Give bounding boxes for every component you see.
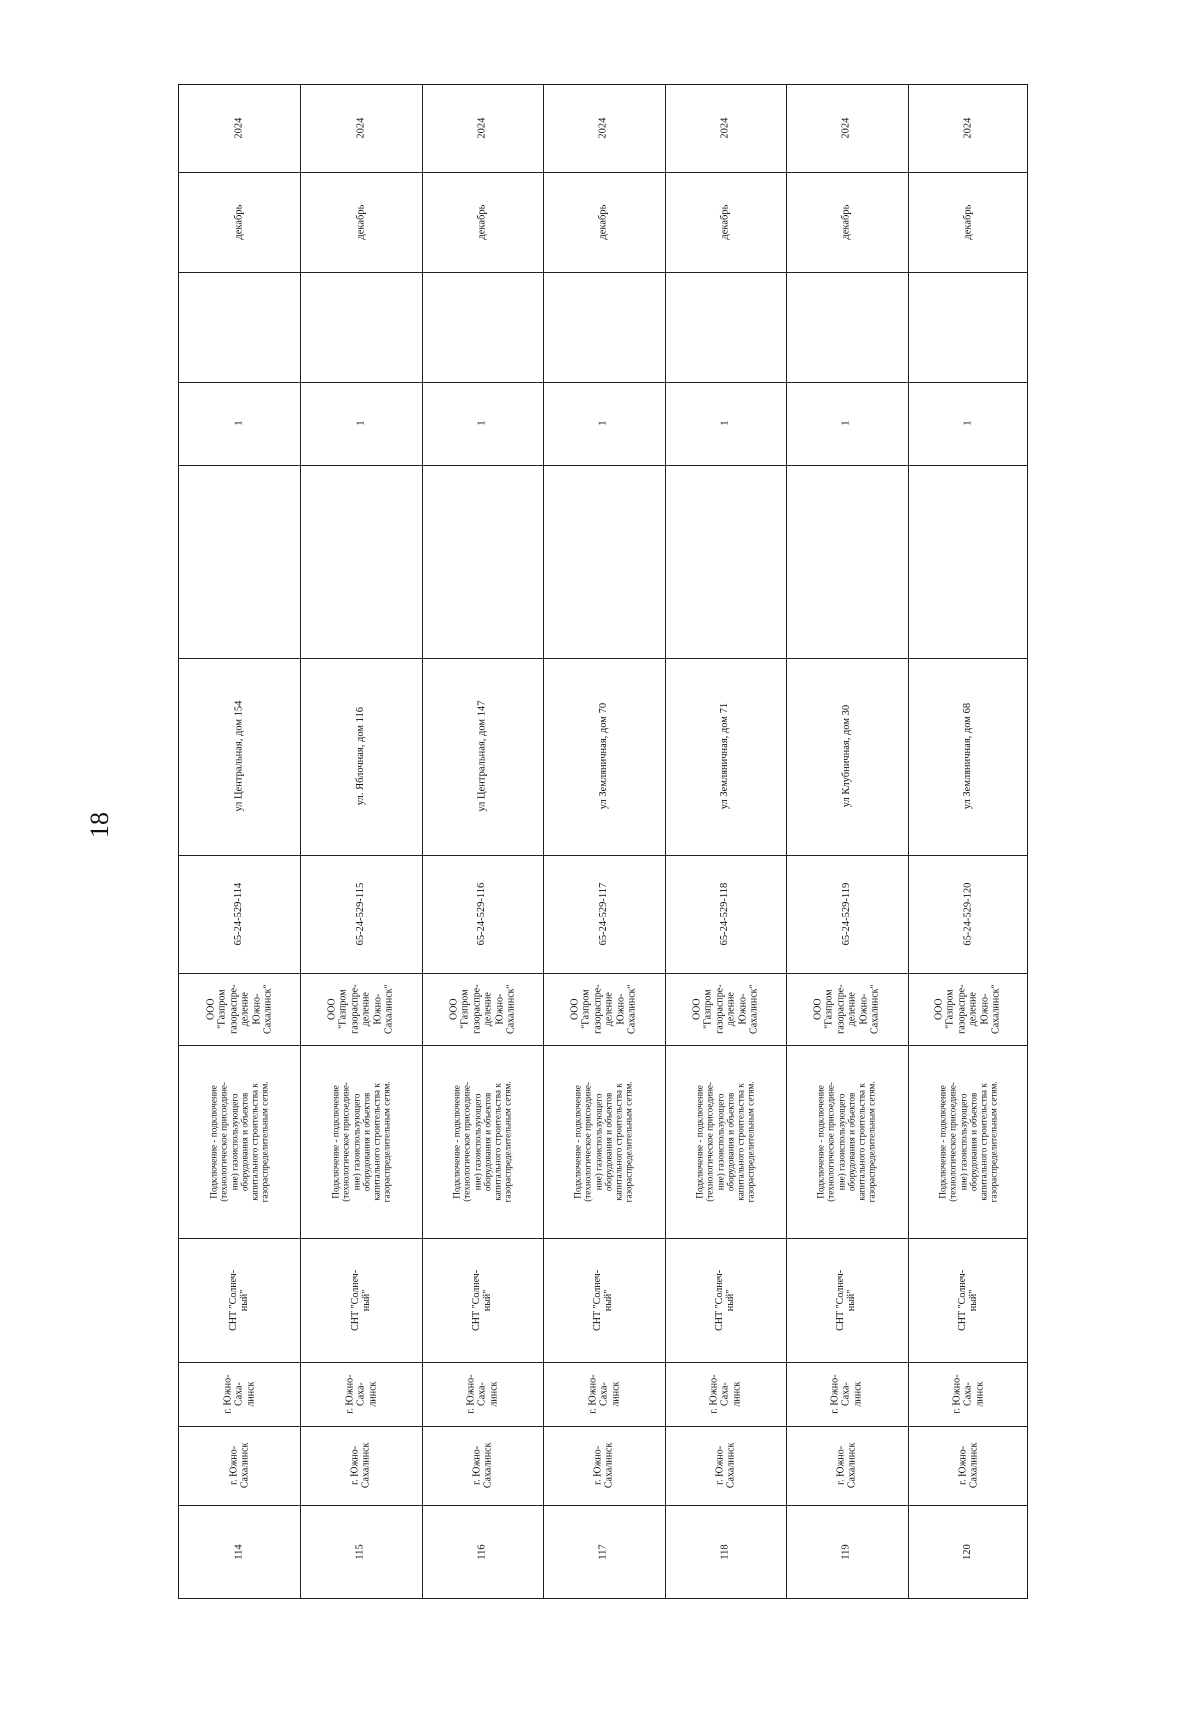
cell-text-district: г. Южно- Сахалинск [714, 1442, 737, 1489]
cell-text-qty: 1 [355, 420, 367, 427]
cell-empty1 [665, 465, 786, 658]
cell-empty2 [422, 272, 543, 382]
cell-place [179, 1238, 300, 1362]
cell-qty [786, 382, 907, 465]
cell-empty2 [179, 272, 300, 382]
cell-address [422, 658, 543, 855]
cell-text-settlement: г. Южно- Саха- линск [586, 1374, 621, 1414]
cell-text-address: ул Клубничная, дом 30 [840, 705, 852, 808]
cell-text-qty: 1 [597, 420, 609, 427]
cell-text-org: ООО "Газпром газораспре- деление Южно- Сахалинск" [205, 984, 274, 1034]
cell-text-no: 114 [233, 1544, 245, 1561]
cell-qty [908, 382, 1029, 465]
cell-month [179, 172, 300, 272]
cell-text-place: СНТ "Солнеч- ный" [714, 1269, 737, 1331]
cell-district [543, 1426, 664, 1505]
cell-place [422, 1238, 543, 1362]
cell-code [665, 855, 786, 973]
cell-address [665, 658, 786, 855]
cell-text-org: ООО "Газпром газораспре- деление Южно- Сахалинск" [934, 984, 1003, 1034]
cell-text-work: Подключение - подключение (технологическое присоедине- ние) газоиспользующего оборудования и объектов капитального строительства к газораспределительным сетям. [815, 1080, 878, 1203]
cell-text-district: г. Южно- Сахалинск [471, 1442, 494, 1489]
cell-no [543, 1505, 664, 1600]
cell-text-year: 2024 [476, 117, 488, 139]
cell-text-month: декабрь [476, 204, 488, 240]
cell-empty1 [179, 465, 300, 658]
cell-year [422, 85, 543, 172]
cell-empty1 [422, 465, 543, 658]
cell-text-code: 65-24-529-120 [962, 882, 974, 946]
cell-text-address: ул. Яблочная, дом 116 [355, 707, 367, 806]
cell-text-qty: 1 [719, 420, 731, 427]
cell-place [543, 1238, 664, 1362]
cell-text-qty: 1 [476, 420, 488, 427]
page-number: 18 [85, 812, 114, 838]
cell-text-org: ООО "Газпром газораспре- деление Южно- Сахалинск" [569, 984, 638, 1034]
cell-district [300, 1426, 421, 1505]
cell-code [908, 855, 1029, 973]
cell-place [665, 1238, 786, 1362]
cell-text-settlement: г. Южно- Саха- линск [951, 1374, 985, 1414]
cell-empty1 [908, 465, 1029, 658]
cell-district [179, 1426, 300, 1505]
cell-qty [300, 382, 421, 465]
data-table [178, 84, 1028, 1599]
cell-no [786, 1505, 907, 1600]
cell-text-org: ООО "Газпром газораспре- деление Южно- Сахалинск" [448, 984, 517, 1034]
cell-text-year: 2024 [597, 117, 609, 139]
cell-settlement [422, 1362, 543, 1426]
cell-text-district: г. Южно- Сахалинск [592, 1442, 615, 1489]
cell-work [908, 1045, 1029, 1238]
cell-code [786, 855, 907, 973]
cell-text-no: 115 [355, 1544, 367, 1561]
cell-text-code: 65-24-529-119 [840, 882, 852, 946]
cell-org [665, 973, 786, 1045]
cell-text-address: ул Земляничная, дом 70 [597, 703, 609, 810]
cell-text-org: ООО "Газпром газораспре- деление Южно- Сахалинск" [812, 984, 881, 1034]
cell-text-month: декабрь [355, 204, 367, 240]
cell-year [908, 85, 1029, 172]
cell-empty1 [300, 465, 421, 658]
cell-text-work: Подключение - подключение (технологическое присоедине- ние) газоиспользующего оборудования и объектов капитального строительства к газораспределительным сетям. [208, 1080, 271, 1203]
cell-year [179, 85, 300, 172]
cell-text-year: 2024 [840, 117, 852, 139]
cell-empty2 [300, 272, 421, 382]
cell-address [179, 658, 300, 855]
cell-text-code: 65-24-529-115 [355, 882, 367, 946]
cell-code [422, 855, 543, 973]
cell-text-month: декабрь [962, 204, 974, 240]
cell-org [300, 973, 421, 1045]
cell-month [543, 172, 664, 272]
cell-text-settlement: г. Южно- Саха- линск [344, 1374, 378, 1414]
cell-org [179, 973, 300, 1045]
cell-text-address: ул Земляничная, дом 71 [719, 703, 731, 810]
cell-text-place: СНТ "Солнеч- ный" [835, 1269, 858, 1331]
cell-text-no: 120 [962, 1544, 974, 1561]
cell-qty [179, 382, 300, 465]
cell-year [543, 85, 664, 172]
cell-text-work: Подключение - подключение (технологическое присоедине- ние) газоиспользующего оборудования и объектов капитального строительства к газораспределительным сетям. [573, 1080, 635, 1203]
cell-month [786, 172, 907, 272]
cell-district [908, 1426, 1029, 1505]
cell-work [543, 1045, 664, 1238]
cell-work [786, 1045, 907, 1238]
cell-work [422, 1045, 543, 1238]
cell-place [786, 1238, 907, 1362]
cell-settlement [786, 1362, 907, 1426]
cell-qty [543, 382, 664, 465]
cell-text-work: Подключение - подключение (технологическое присоедине- ние) газоиспользующего оборудования и объектов капитального строительства к газораспределительным сетям. [451, 1080, 514, 1203]
cell-text-settlement: г. Южно- Саха- линск [465, 1374, 500, 1414]
cell-text-address: ул Центральная, дом 154 [233, 700, 245, 813]
cell-code [300, 855, 421, 973]
cell-text-org: ООО "Газпром газораспре- деление Южно- Сахалинск" [326, 984, 395, 1034]
cell-empty2 [543, 272, 664, 382]
cell-place [300, 1238, 421, 1362]
cell-text-address: ул Земляничная, дом 68 [962, 703, 974, 810]
cell-text-place: СНТ "Солнеч- ный" [349, 1269, 373, 1331]
cell-text-year: 2024 [355, 117, 367, 139]
cell-qty [665, 382, 786, 465]
cell-district [786, 1426, 907, 1505]
cell-org [422, 973, 543, 1045]
cell-empty2 [908, 272, 1029, 382]
cell-text-qty: 1 [840, 420, 852, 427]
cell-empty1 [543, 465, 664, 658]
cell-text-code: 65-24-529-118 [719, 882, 731, 946]
cell-text-work: Подключение - подключение (технологическое присоедине- ние) газоиспользующего оборудования и объектов капитального строительства к газораспределительным сетям. [330, 1080, 392, 1203]
cell-settlement [300, 1362, 421, 1426]
cell-text-district: г. Южно- Сахалинск [349, 1442, 373, 1489]
cell-settlement [543, 1362, 664, 1426]
cell-text-work: Подключение - подключение (технологическое присоедине- ние) газоиспользующего оборудования и объектов капитального строительства к газораспределительным сетям. [694, 1080, 756, 1203]
cell-text-org: ООО "Газпром газораспре- деление Южно- Сахалинск" [691, 984, 760, 1034]
cell-text-qty: 1 [233, 420, 245, 427]
cell-empty2 [665, 272, 786, 382]
cell-text-place: СНТ "Солнеч- ный" [592, 1269, 615, 1331]
cell-text-place: СНТ "Солнеч- ный" [956, 1269, 980, 1331]
cell-empty2 [786, 272, 907, 382]
cell-text-code: 65-24-529-116 [476, 882, 488, 946]
cell-place [908, 1238, 1029, 1362]
cell-settlement [908, 1362, 1029, 1426]
cell-no [179, 1505, 300, 1600]
cell-org [908, 973, 1029, 1045]
cell-text-month: декабрь [840, 204, 852, 240]
cell-text-district: г. Южно- Сахалинск [228, 1442, 251, 1489]
cell-year [665, 85, 786, 172]
cell-month [665, 172, 786, 272]
cell-text-address: ул Центральная, дом 147 [476, 700, 488, 813]
cell-text-district: г. Южно- Сахалинск [835, 1442, 858, 1489]
cell-text-place: СНТ "Солнеч- ный" [228, 1269, 251, 1331]
cell-work [665, 1045, 786, 1238]
cell-org [543, 973, 664, 1045]
cell-address [908, 658, 1029, 855]
cell-year [300, 85, 421, 172]
cell-text-month: декабрь [719, 204, 731, 240]
cell-address [300, 658, 421, 855]
cell-text-no: 118 [719, 1544, 731, 1561]
cell-text-code: 65-24-529-117 [597, 882, 609, 946]
cell-text-qty: 1 [962, 420, 974, 427]
cell-empty1 [786, 465, 907, 658]
cell-text-year: 2024 [719, 117, 731, 139]
cell-text-settlement: г. Южно- Саха- линск [829, 1374, 864, 1414]
cell-text-no: 117 [597, 1544, 609, 1561]
cell-month [908, 172, 1029, 272]
cell-text-year: 2024 [962, 117, 974, 139]
cell-code [179, 855, 300, 973]
cell-month [422, 172, 543, 272]
cell-text-no: 119 [840, 1544, 852, 1561]
cell-address [786, 658, 907, 855]
cell-text-month: декабрь [597, 204, 609, 240]
cell-no [908, 1505, 1029, 1600]
cell-work [179, 1045, 300, 1238]
cell-district [422, 1426, 543, 1505]
cell-address [543, 658, 664, 855]
cell-month [300, 172, 421, 272]
cell-text-settlement: г. Южно- Саха- линск [222, 1374, 257, 1414]
cell-settlement [665, 1362, 786, 1426]
cell-text-district: г. Южно- Сахалинск [956, 1442, 980, 1489]
cell-text-year: 2024 [233, 117, 245, 139]
cell-text-work: Подключение - подключение (технологическое присоедине- ние) газоиспользующего оборудования и объектов капитального строительства к газораспределительным сетям. [937, 1080, 999, 1203]
cell-text-code: 65-24-529-114 [233, 882, 245, 946]
cell-code [543, 855, 664, 973]
cell-text-place: СНТ "Солнеч- ный" [471, 1269, 494, 1331]
cell-no [665, 1505, 786, 1600]
cell-text-month: декабрь [233, 204, 245, 240]
cell-org [786, 973, 907, 1045]
cell-text-settlement: г. Южно- Саха- линск [708, 1374, 743, 1414]
cell-no [300, 1505, 421, 1600]
cell-work [300, 1045, 421, 1238]
cell-qty [422, 382, 543, 465]
cell-settlement [179, 1362, 300, 1426]
cell-no [422, 1505, 543, 1600]
cell-text-no: 116 [476, 1544, 488, 1561]
cell-year [786, 85, 907, 172]
cell-district [665, 1426, 786, 1505]
